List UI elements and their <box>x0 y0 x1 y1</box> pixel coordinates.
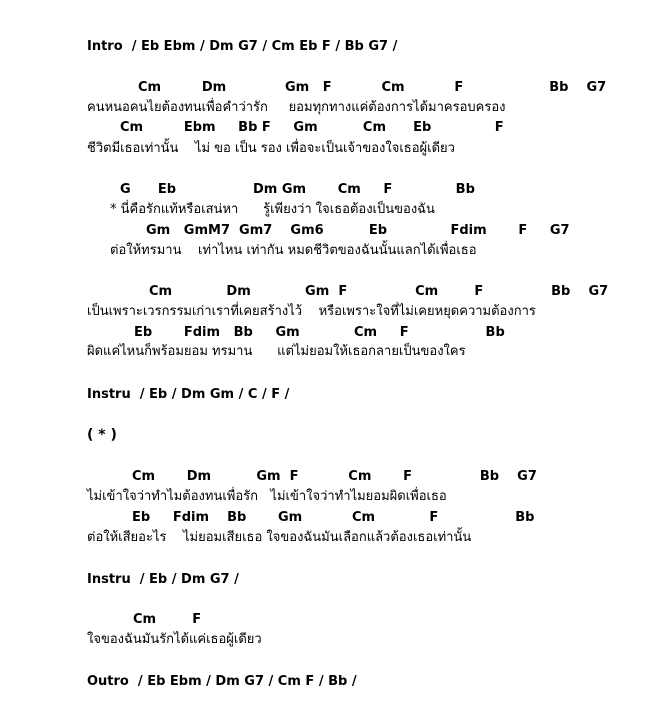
chorus-chords-1: G Eb Dm Gm Cm F Bb <box>120 182 475 197</box>
verse2-chords-2: Eb Fdim Bb Gm Cm F Bb <box>134 325 505 340</box>
verse2-lyric-1: เป็นเพราะเวรกรรมเก่าเราที่เคยสร้างไว้ หรือเพราะใจที่ไม่เคยหยุดความต้องการ <box>87 304 536 319</box>
bridge-chords-1: Cm Dm Gm F Cm F Bb G7 <box>132 469 537 484</box>
instru-line-1: Instru / Eb / Dm Gm / C / F / <box>87 387 290 402</box>
intro-line: Intro / Eb Ebm / Dm G7 / Cm Eb F / Bb G7 / <box>87 39 398 54</box>
chorus-chords-2: Gm GmM7 Gm7 Gm6 Eb Fdim F G7 <box>146 223 570 238</box>
bridge-lyric-1: ไม่เข้าใจว่าทำไมต้องทนเพื่อรัก ไม่เข้าใจว่าทำไมยอมผิดเพื่อเธอ <box>87 489 447 504</box>
verse2-chords-1: Cm Dm Gm F Cm F Bb G7 <box>149 284 609 299</box>
ending-lyric: ใจของฉันมันรักได้แค่เธอผู้เดียว <box>87 632 262 647</box>
verse2-lyric-2: ผิดแค่ไหนก็พร้อมยอม ทรมาน แต่ไม่ยอมให้เธอกลายเป็นของใคร <box>87 344 466 359</box>
verse1-lyric-1: คนหนอคนไยต้องทนเพื่อคำว่ารัก ยอมทุกทางแค่ต้องการได้มาครอบครอง <box>87 100 506 115</box>
chorus-lyric-1: * นี่คือรักแท้หรือเสน่หา รู้เพียงว่า ใจเธอต้องเป็นของฉัน <box>110 202 435 217</box>
chorus-repeat-marker: ( * ) <box>87 427 117 443</box>
bridge-lyric-2: ต่อให้เสียอะไร ไม่ยอมเสียเธอ ใจของฉันมันเลือกแล้วต้องเธอเท่านั้น <box>87 530 472 545</box>
ending-chords: Cm F <box>133 612 202 627</box>
bridge-chords-2: Eb Fdim Bb Gm Cm F Bb <box>132 510 535 525</box>
chorus-lyric-2: ต่อให้ทรมาน เท่าไหน เท่ากัน หมดชีวิตของฉันนั้นแลกได้เพื่อเธอ <box>110 243 477 258</box>
verse1-lyric-2: ชีวิตมีเธอเท่านั้น ไม่ ขอ เป็น รอง เพื่อจะเป็นเจ้าของใจเธอผู้เดียว <box>87 141 455 156</box>
outro-line: Outro / Eb Ebm / Dm G7 / Cm F / Bb / <box>87 674 357 689</box>
verse1-chords-1: Cm Dm Gm F Cm F Bb G7 <box>138 80 607 95</box>
instru-line-2: Instru / Eb / Dm G7 / <box>87 572 239 587</box>
verse1-chords-2: Cm Ebm Bb F Gm Cm Eb F <box>120 120 504 135</box>
